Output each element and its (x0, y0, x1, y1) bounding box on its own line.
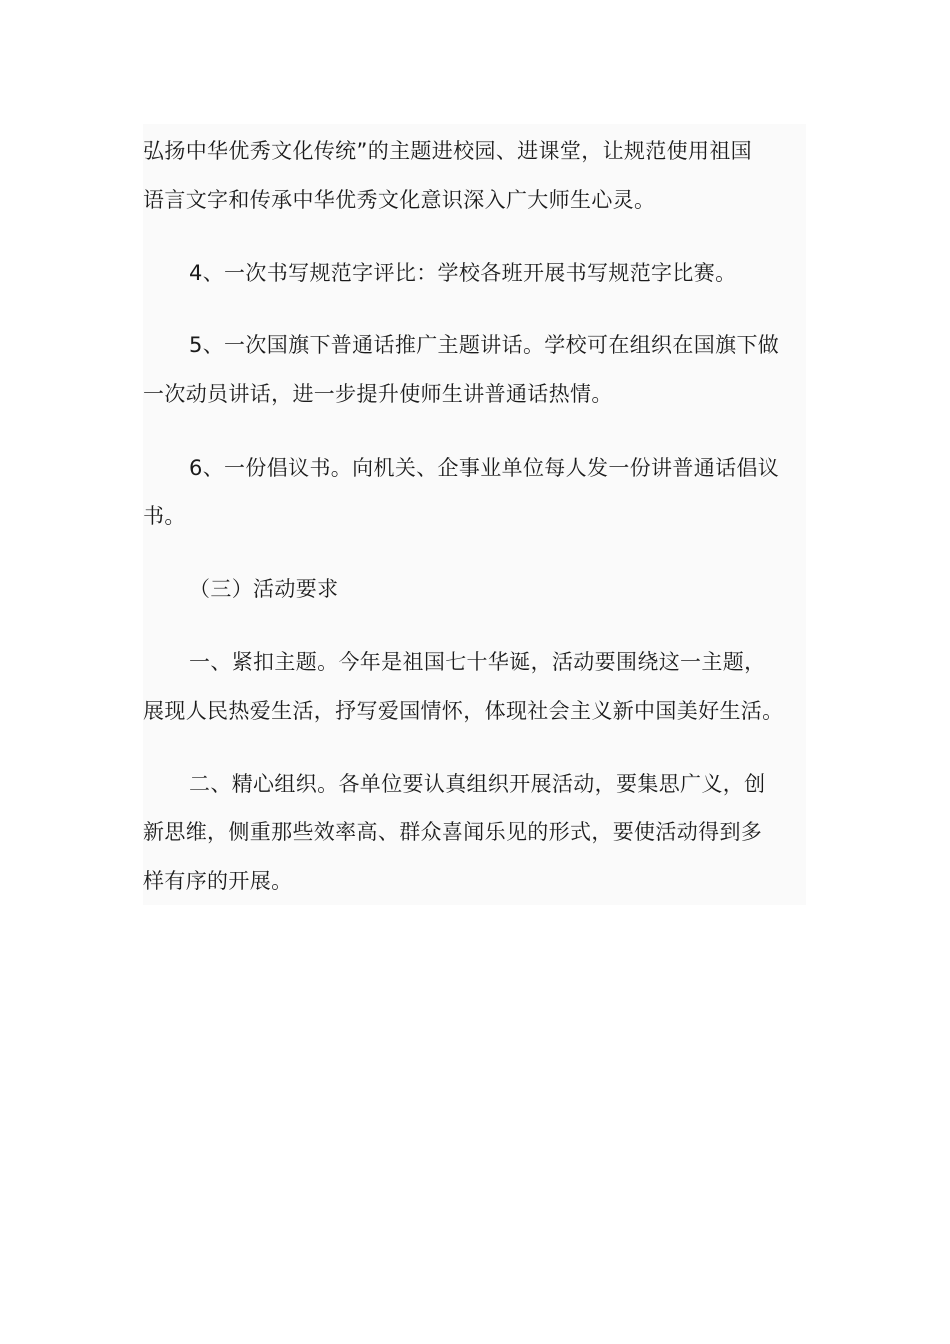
paragraph-line: 弘扬中华优秀文化传统”的主题进校园、进课堂，让规范使用祖国 (143, 139, 753, 163)
paragraph-line: 新思维，侧重那些效率高、群众喜闻乐见的形式，要使活动得到多 (143, 820, 763, 844)
paragraph-line: 语言文字和传承中华优秀文化意识深入广大师生心灵。 (143, 188, 656, 212)
requirement-item-2: 二、精心组织。各单位要认真组织开展活动，要集思广义，创 (189, 772, 766, 796)
list-item-5: 5、一次国旗下普通话推广主题讲话。学校可在组织在国旗下做 (189, 333, 780, 357)
paragraph-line: 一次动员讲话，进一步提升使师生讲普通话热情。 (143, 382, 613, 406)
section-heading: （三）活动要求 (189, 577, 339, 601)
list-item-6: 6、一份倡议书。向机关、企事业单位每人发一份讲普通话倡议 (189, 456, 780, 480)
paragraph-line: 展现人民热爱生活，抒写爱国情怀，体现社会主义新中国美好生活。 (143, 699, 784, 723)
document-body (143, 124, 806, 905)
paragraph-line: 书。 (143, 504, 186, 528)
requirement-item-1: 一、紧扣主题。今年是祖国七十华诞，活动要围绕这一主题， (189, 650, 766, 674)
paragraph-line: 样有序的开展。 (143, 869, 293, 893)
list-item-4: 4、一次书写规范字评比：学校各班开展书写规范字比赛。 (189, 261, 737, 285)
